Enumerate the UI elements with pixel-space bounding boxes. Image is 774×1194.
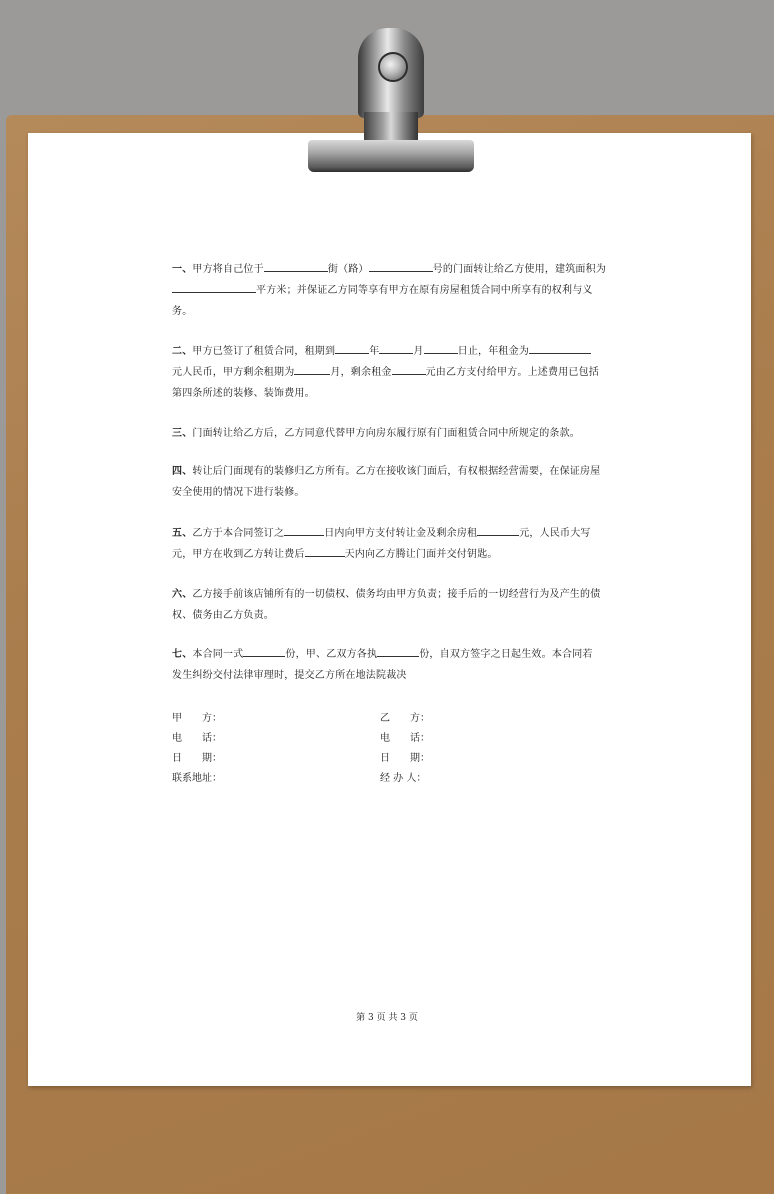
clause-line — [172, 362, 604, 383]
clause-line — [172, 482, 604, 503]
clause-text: 日止，年租金为 — [457, 346, 530, 357]
clause-number: 五、 — [172, 528, 193, 539]
clause-number: 七、 — [172, 649, 193, 660]
fill-in-blank[interactable] — [284, 525, 324, 536]
clause-text: 平方米；并保证乙方同等享有甲方在原有房屋租赁合同中所享有的权利与义 — [256, 285, 593, 296]
clause-text: 元，人民币大写 — [519, 528, 591, 539]
clause-text: 元，甲方在收到乙方转让费后 — [172, 549, 305, 560]
clause-line — [172, 383, 604, 404]
fill-in-blank[interactable] — [377, 646, 419, 657]
clause-line — [172, 301, 604, 322]
sig-right-party-b: 乙 方： — [380, 713, 430, 724]
clause-text: 第四条所述的装修、装饰费用。 — [172, 388, 315, 399]
clause-line — [172, 461, 604, 482]
clause-line — [172, 259, 607, 280]
clause-text: 务。 — [172, 306, 193, 317]
fill-in-blank[interactable] — [264, 261, 328, 272]
sig-right-handler: 经 办 人： — [380, 773, 427, 784]
clause-number: 四、 — [172, 466, 193, 477]
clause-3 — [172, 423, 604, 444]
clause-text: 天内向乙方腾让门面并交付钥匙。 — [344, 549, 498, 560]
fill-in-blank[interactable] — [529, 343, 591, 354]
clause-7 — [172, 644, 604, 686]
fill-in-blank[interactable] — [305, 546, 345, 557]
clip-hole — [378, 52, 408, 82]
sig-left-phone: 电 话： — [172, 733, 222, 744]
fill-in-blank[interactable] — [369, 261, 433, 272]
clause-6 — [172, 584, 604, 626]
sig-right-phone: 电 话： — [380, 733, 430, 744]
fill-in-blank[interactable] — [294, 364, 330, 375]
fill-in-blank[interactable] — [335, 343, 369, 354]
clause-text: 元人民币，甲方剩余租期为 — [172, 367, 295, 378]
sig-left-date: 日 期： — [172, 753, 222, 764]
clause-text: 份，自双方签字之日起生效。本合同若 — [419, 649, 593, 660]
fill-in-blank[interactable] — [477, 525, 519, 536]
clause-4 — [172, 461, 604, 503]
clause-text: 安全使用的情况下进行装修。 — [172, 487, 305, 498]
clause-text: 门面转让给乙方后，乙方同意代替甲方向房东履行原有门面租赁合同中所规定的条款。 — [192, 428, 581, 439]
clause-line — [172, 423, 604, 444]
clause-number: 六、 — [172, 589, 193, 600]
page-number-footer: 第 3 页 共 3 页 — [356, 1013, 418, 1023]
clause-text: 月 — [413, 346, 424, 357]
clause-line — [172, 665, 604, 686]
clause-text: 发生纠纷交付法律审理时，提交乙方所在地法院裁决 — [172, 670, 407, 681]
clause-text: 号的门面转让给乙方使用，建筑面积为 — [432, 264, 607, 275]
clip-jaw — [308, 140, 474, 172]
clause-line — [172, 523, 604, 544]
clause-text: 月，剩余租金 — [330, 367, 392, 378]
clause-1 — [172, 259, 607, 322]
clause-text: 权、债务由乙方负责。 — [172, 610, 274, 621]
clause-number: 一、 — [172, 264, 193, 275]
clause-line — [172, 584, 604, 605]
clause-text: 元由乙方支付给甲方。上述费用已包括 — [425, 367, 600, 378]
clause-line — [172, 644, 604, 665]
clause-text: 甲方将自己位于 — [192, 264, 264, 275]
clause-text: 甲方已签订了租赁合同，租期到 — [192, 346, 336, 357]
binder-clip — [300, 22, 480, 182]
clause-text: 年 — [369, 346, 380, 357]
sig-left-address: 联系地址： — [172, 773, 222, 784]
fill-in-blank[interactable] — [424, 343, 458, 354]
clause-text: 街（路） — [327, 264, 369, 275]
fill-in-blank[interactable] — [243, 646, 285, 657]
clause-line — [172, 341, 604, 362]
clause-number: 三、 — [172, 428, 193, 439]
clause-number: 二、 — [172, 346, 193, 357]
clause-line — [172, 605, 604, 626]
clause-line — [172, 544, 604, 565]
clause-text: 乙方于本合同签订之 — [192, 528, 285, 539]
clause-text: 日内向甲方支付转让金及剩余房租 — [324, 528, 478, 539]
clause-2 — [172, 341, 604, 404]
sig-right-date: 日 期： — [380, 753, 430, 764]
fill-in-blank[interactable] — [172, 282, 256, 293]
fill-in-blank[interactable] — [392, 364, 426, 375]
clause-text: 份，甲、乙双方各执 — [285, 649, 378, 660]
sig-left-party-a: 甲 方： — [172, 713, 222, 724]
fill-in-blank[interactable] — [379, 343, 413, 354]
clause-text: 乙方接手前该店铺所有的一切债权、债务均由甲方负责；接手后的一切经营行为及产生的债 — [192, 589, 601, 600]
clause-text: 本合同一式 — [192, 649, 244, 660]
clause-line — [172, 280, 604, 301]
clause-5 — [172, 523, 604, 565]
clause-text: 转让后门面现有的装修归乙方所有。乙方在接收该门面后，有权根据经营需要，在保证房屋 — [192, 466, 601, 477]
